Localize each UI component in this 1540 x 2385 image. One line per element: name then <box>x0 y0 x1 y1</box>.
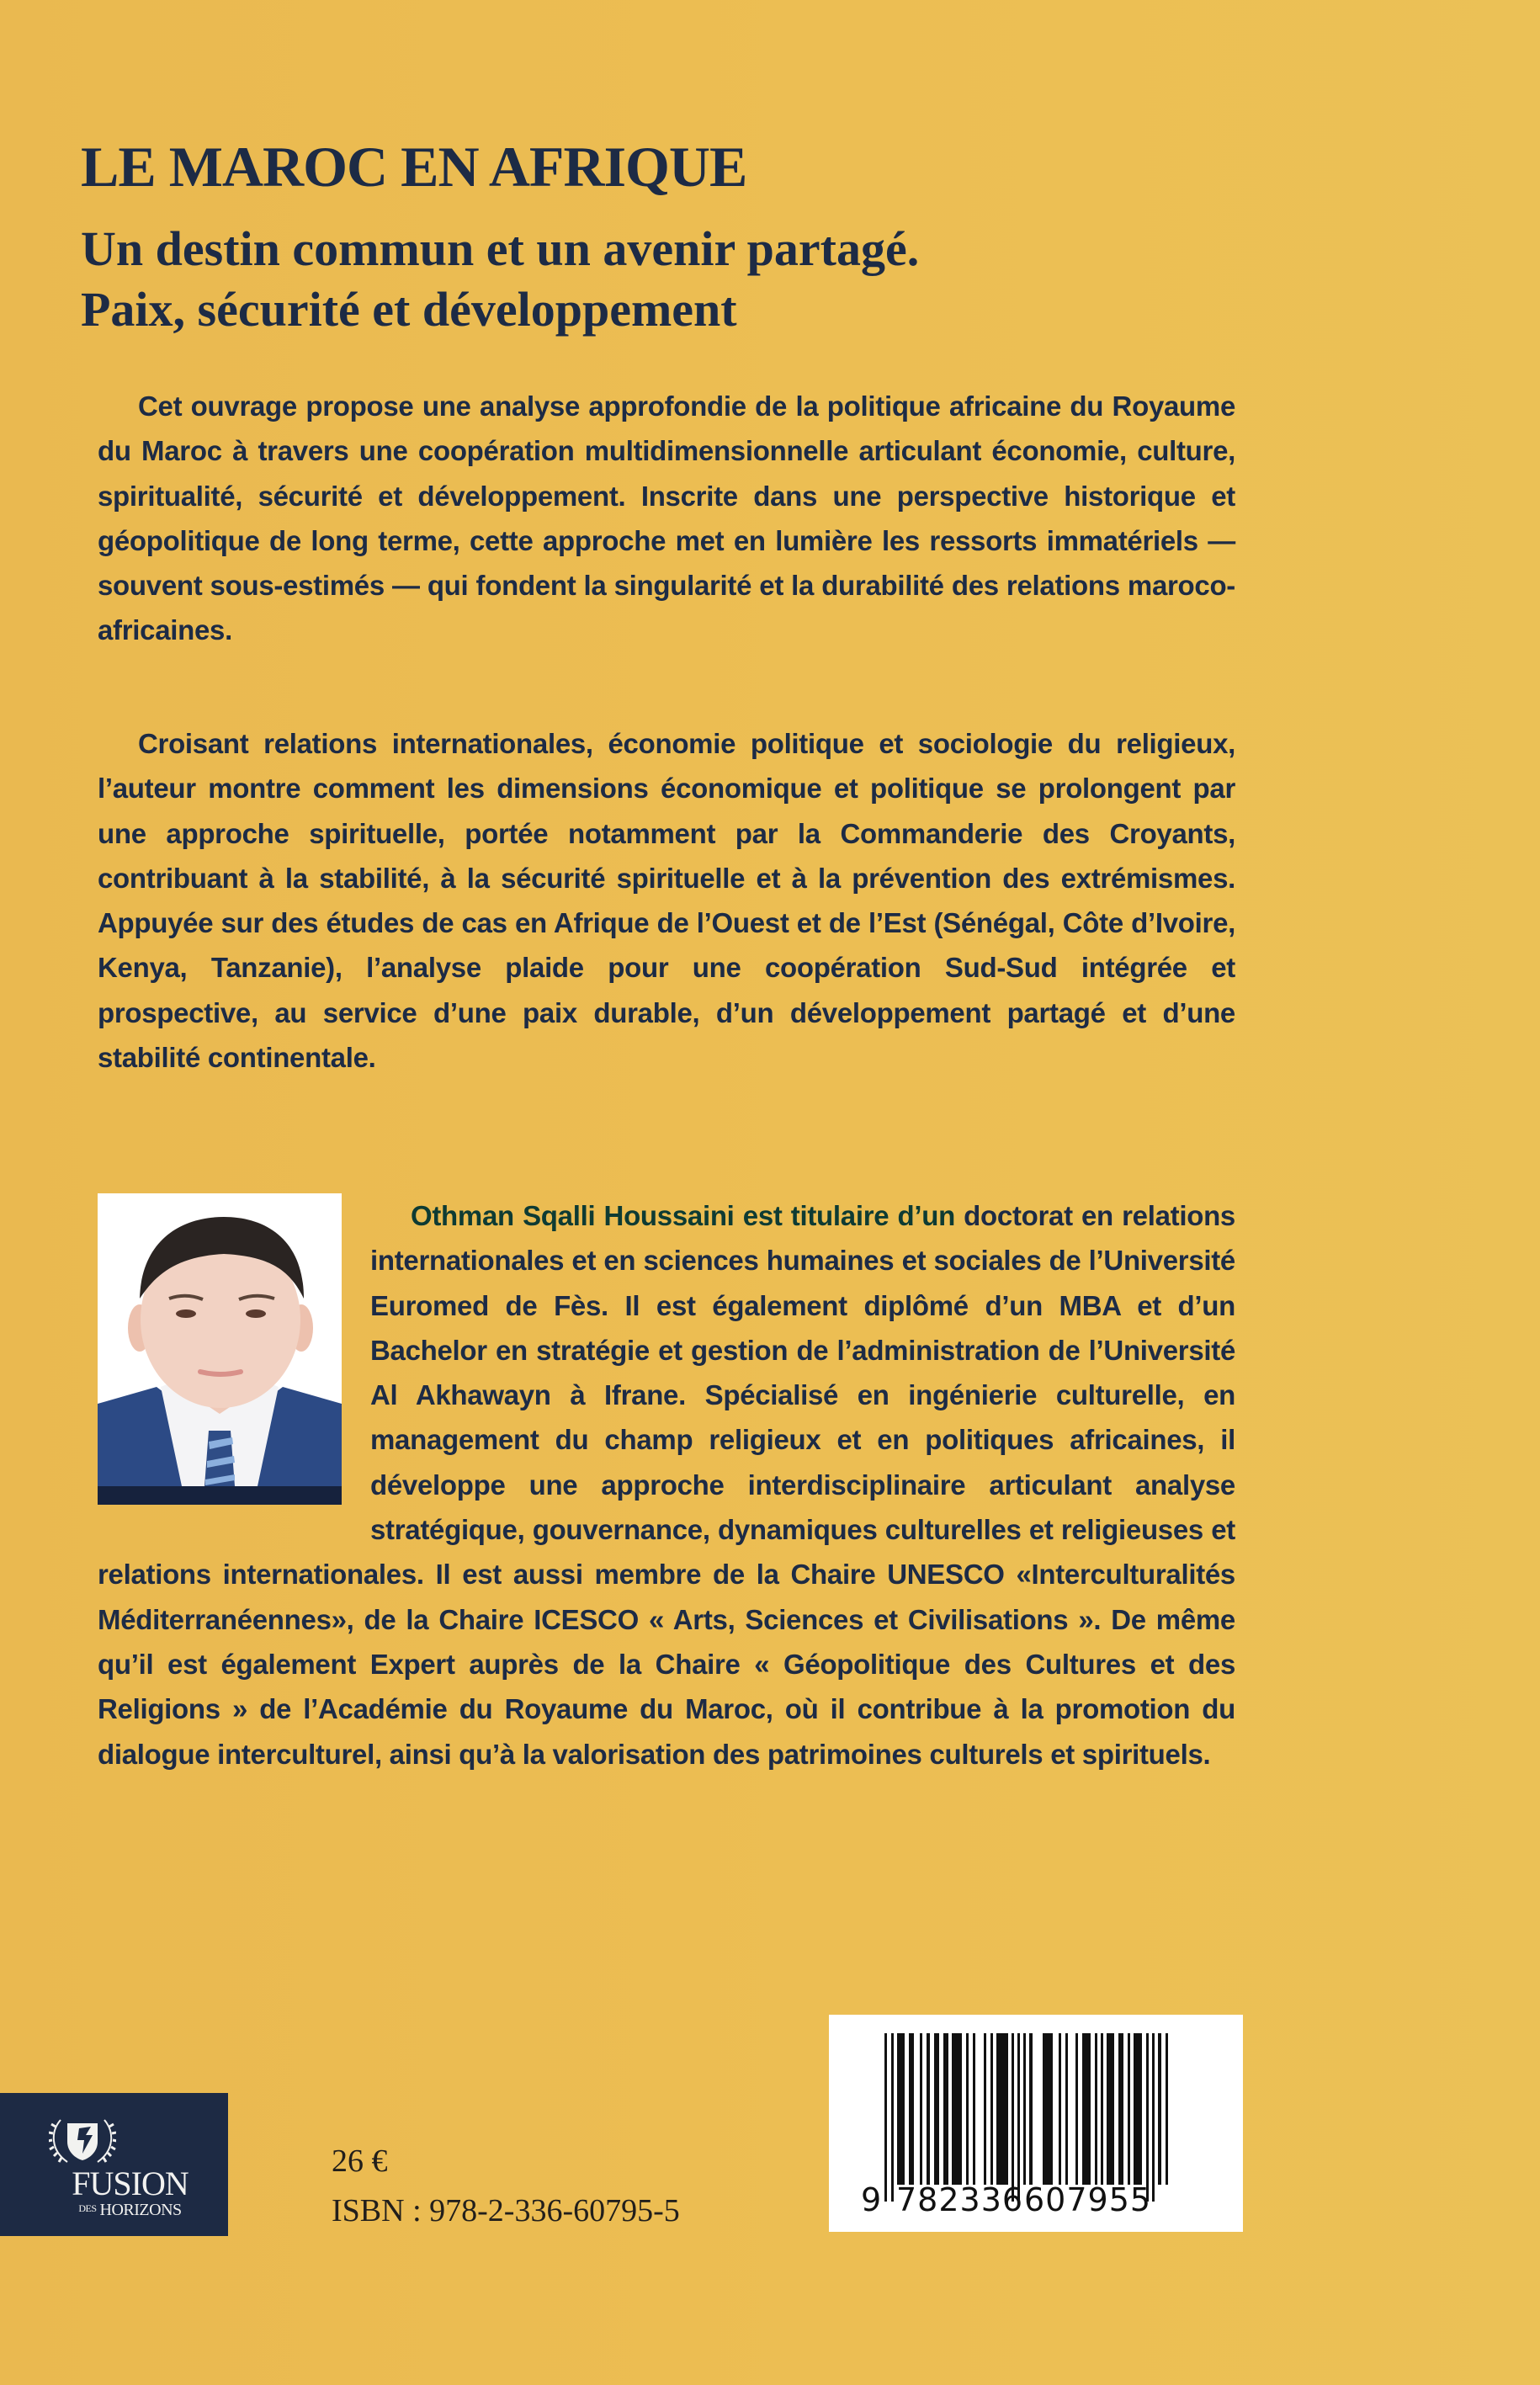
laurel-shield-icon <box>49 2117 116 2165</box>
author-bio-text: doctorat en relations internationales et en sciences humaines et sociales de l’Université Euromed de Fès. Il est également diplômé d’un MBA et d’un Bachelor en stratégie et gestion de l’administration de l’Université Al Akhawayn à Ifrane. Spécialisé en ingénierie culturelle, en management du champ religieux et en politiques africaines, il développe une approche interdisciplinaire articulant analyse stratégique, gouvernance, dynamiques culturelles et religieuses et relations internationales. Il est aussi membre de la Chaire UNESCO «Interculturalités Méditerranéennes», de la Chaire ICESCO « Arts, Sciences et Civilisations ». De même qu’il est également Expert auprès de la Chaire « Géopolitique des Cultures et des Religions » de l’Académie du Royaume du Maroc, où il contribue à la promotion du dialogue interculturel, ainsi qu’à la valorisation des patrimoines culturels et spirituels. <box>98 1200 1235 1770</box>
author-section <box>98 1193 1235 1777</box>
publisher-subname: $^{DES}$ HORIZONS <box>78 2201 182 2219</box>
publisher-name: FUSION <box>72 2165 189 2202</box>
publisher-logo <box>0 2093 228 2236</box>
author-photo <box>98 1193 342 1505</box>
summary-paragraph-2: Croisant relations internationales, économie politique et sociologie du religieux, l’auteur montre comment les dimensions économique et politique se prolongent par une approche spirituelle, portée notamment par la Commanderie des Croyants, contribuant à la stabilité, à la sécurité spirituelle et à la prévention des extrémismes. Appuyée sur des études de cas en Afrique de l’Ouest et de l’Est (Sénégal, Côte d’Ivoire, Kenya, Tanzanie), l’analyse plaide pour une coopération Sud-Sud intégrée et prospective, au service d’une paix durable, d’un développement partagé et d’une stabilité continentale. <box>98 728 1235 1074</box>
book-subtitle <box>81 219 919 340</box>
author-name-lead: Othman Sqalli Houssaini est titulaire d’un <box>411 1200 955 1231</box>
barcode-digit-first: 9 <box>861 2181 882 2218</box>
subtitle-line-2: Paix, sécurité et développement <box>81 282 737 337</box>
author-portrait-icon <box>98 1193 342 1505</box>
subtitle-line-1: Un destin commun et un avenir partagé. <box>81 221 920 276</box>
isbn: ISBN : 978-2-336-60795-5 <box>332 2193 680 2228</box>
barcode-digits-left: 782336 <box>896 2181 1024 2218</box>
price: 26 € <box>332 2143 388 2179</box>
isbn-barcode <box>829 2015 1243 2232</box>
book-title: LE MAROC EN AFRIQUE <box>81 135 747 199</box>
summary-paragraph-1: Cet ouvrage propose une analyse approfondie de la politique africaine du Royaume du Maroc à travers une coopération multidimensionnelle articulant économie, culture, spiritualité, sécurité et développement. Inscrite dans une perspective historique et géopolitique de long terme, cette approche met en lumière les ressorts immatériels — souvent sous-estimés — qui fondent la singularité et la durabilité des relations maroco-africaines. <box>98 390 1235 646</box>
barcode-number <box>829 2015 1243 2232</box>
barcode-digits-right: 607955 <box>1024 2181 1152 2218</box>
